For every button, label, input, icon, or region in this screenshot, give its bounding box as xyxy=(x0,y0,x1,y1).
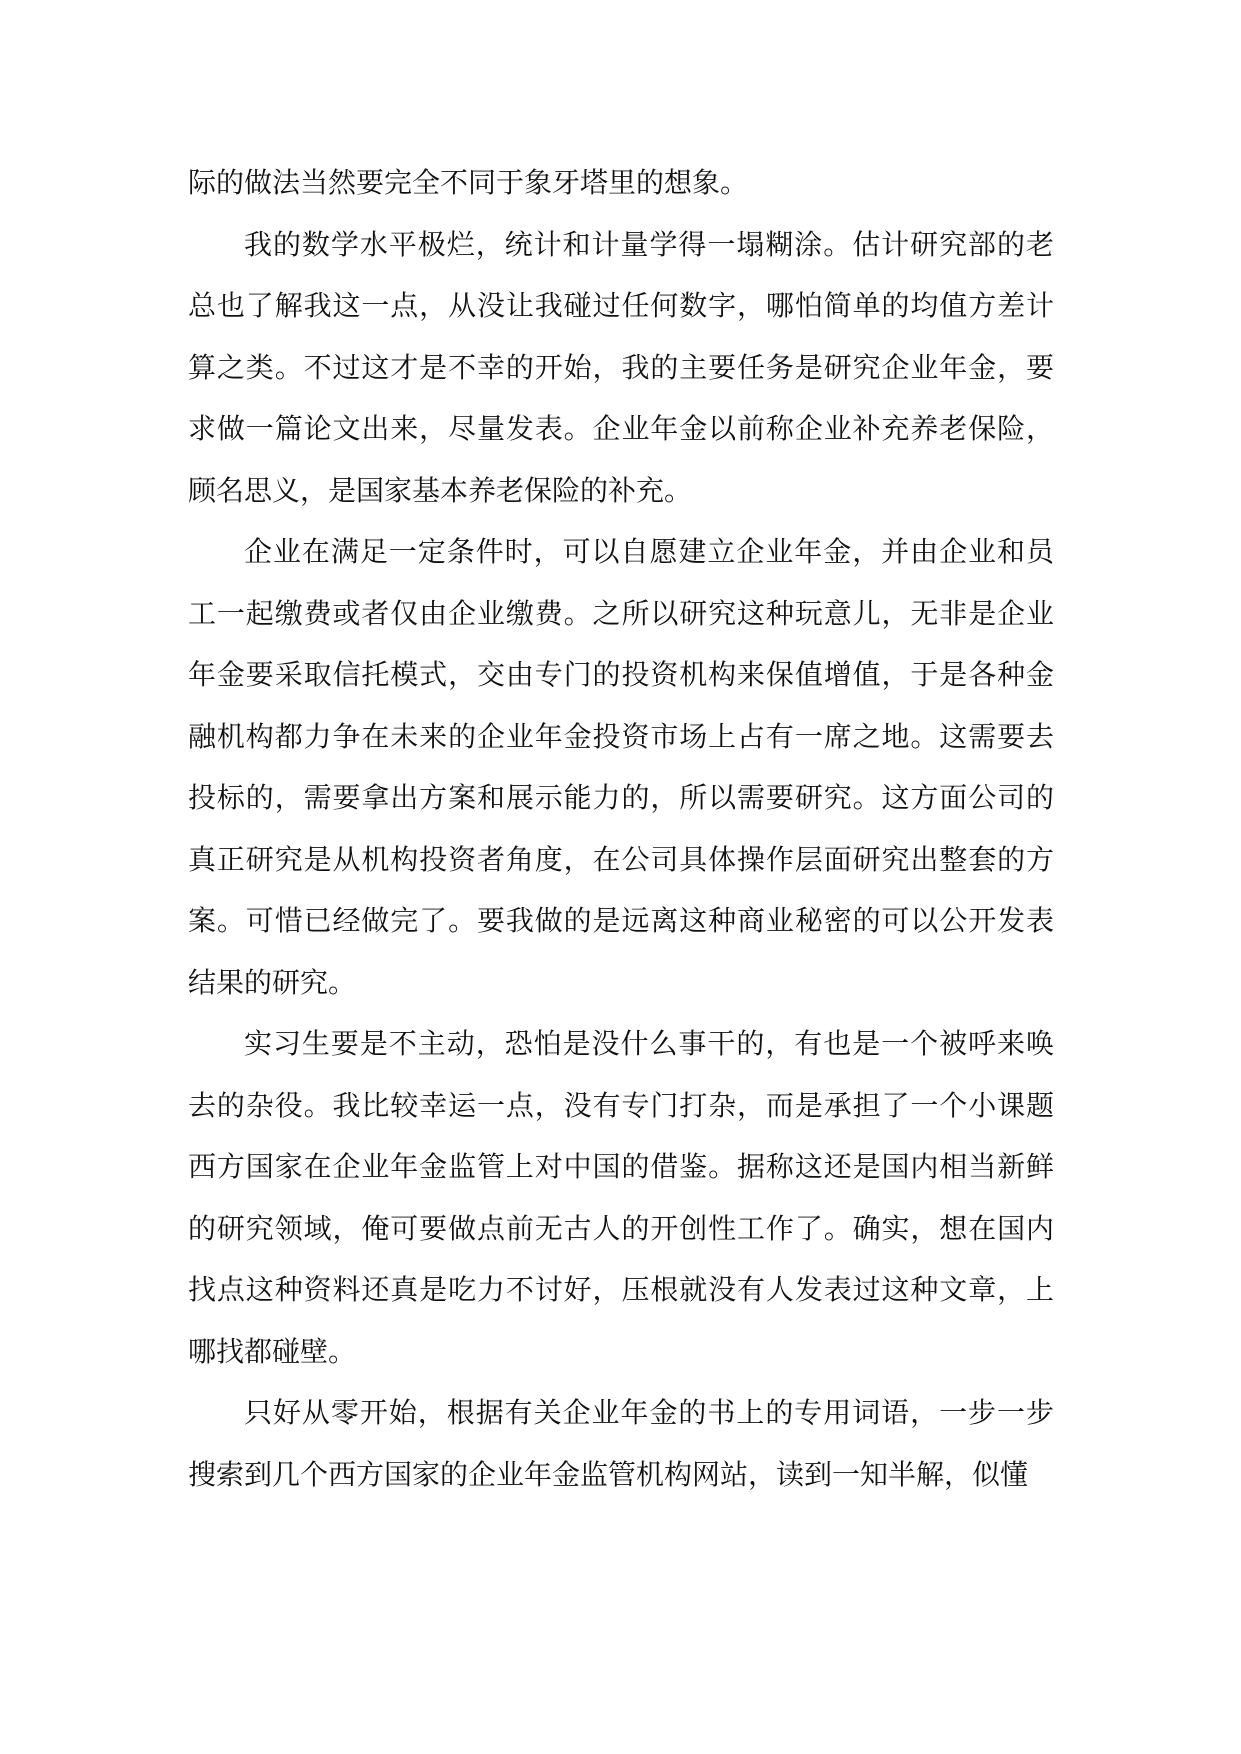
paragraph-5: 只好从零开始，根据有关企业年金的书上的专用词语，一步一步搜索到几个西方国家的企业年金监管机构网站，读到一知半解，似懂 xyxy=(188,1396,1054,1491)
paragraph-1: 际的做法当然要完全不同于象牙塔里的想象。 xyxy=(188,166,749,199)
body-text xyxy=(188,152,1054,1505)
paragraph-2: 我的数学水平极烂，统计和计量学得一塌糊涂。估计研究部的老总也了解我这一点，从没让我碰过任何数字，哪怕简单的均值方差计算之类。不过这才是不幸的开始，我的主要任务是研究企业年金，要求做一篇论文出来，尽量发表。企业年金以前称企业补充养老保险，顾名思义，是国家基本养老保险的补充。 xyxy=(188,227,1054,507)
paragraph-4: 实习生要是不主动，恐怕是没什么事干的，有也是一个被呼来唤去的杂役。我比较幸运一点，没有专门打杂，而是承担了一个小课题西方国家在企业年金监管上对中国的借鉴。据称这还是国内相当新鲜的研究领域，俺可要做点前无古人的开创性工作了。确实，想在国内找点这种资料还真是吃力不讨好，压根就没有人发表过这种文章，上哪找都碰壁。 xyxy=(188,1027,1054,1368)
paragraph-3: 企业在满足一定条件时，可以自愿建立企业年金，并由企业和员工一起缴费或者仅由企业缴费。之所以研究这种玩意儿，无非是企业年金要采取信托模式，交由专门的投资机构来保值增值，于是各种金融机构都力争在未来的企业年金投资市场上占有一席之地。这需要去投标的，需要拿出方案和展示能力的，所以需要研究。这方面公司的真正研究是从机构投资者角度，在公司具体操作层面研究出整套的方案。可惜已经做完了。要我做的是远离这种商业秘密的可以公开发表结果的研究。 xyxy=(188,535,1054,999)
